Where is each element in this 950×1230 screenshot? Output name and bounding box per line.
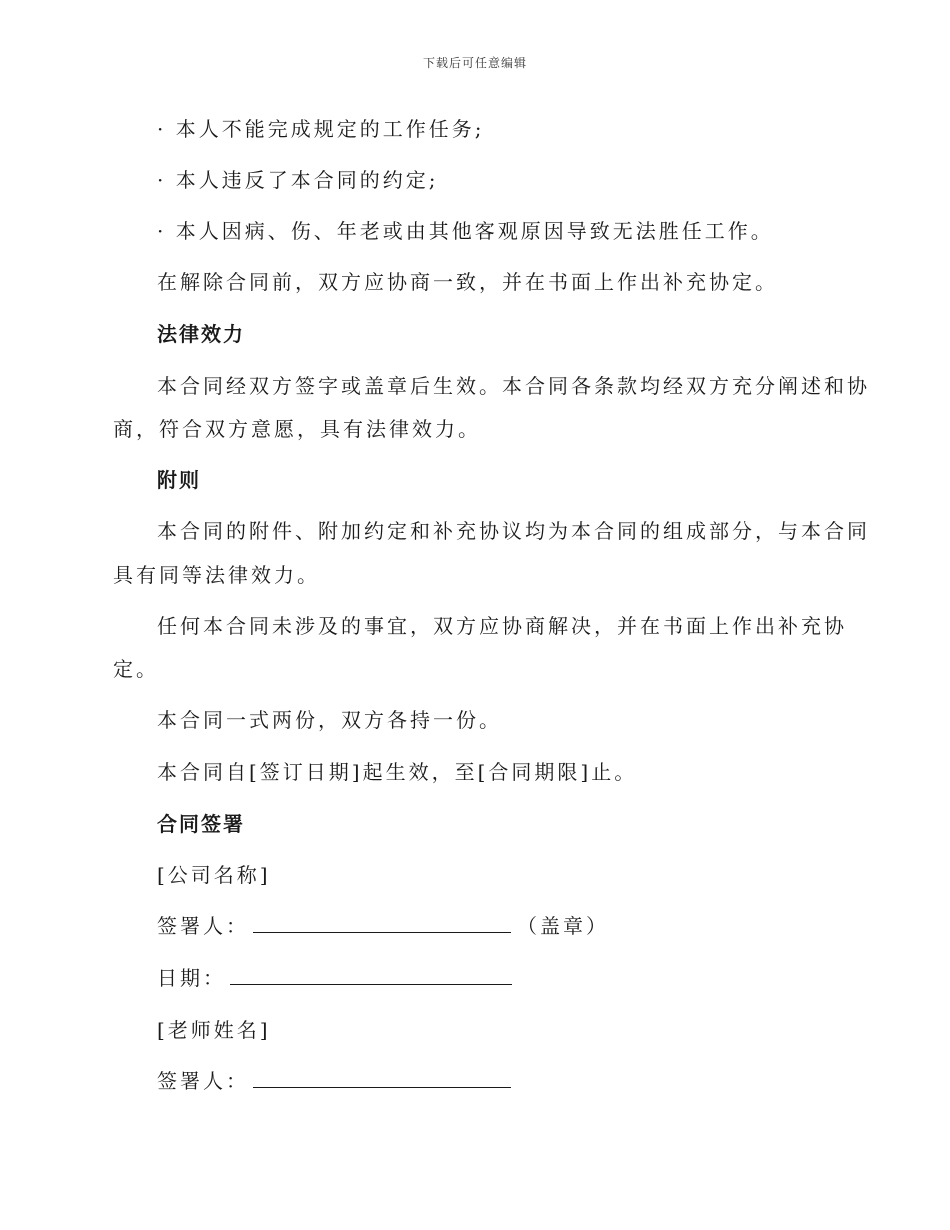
appendix-paragraph-1-line-2: 具有同等法律效力。 — [113, 563, 320, 587]
appendix-paragraph-3: 本合同一式两份，双方各持一份。 — [157, 708, 502, 732]
company-signature-line — [253, 914, 511, 933]
teacher-name-placeholder: [老师姓名] — [157, 1018, 271, 1042]
date-row — [157, 966, 518, 990]
seal-label: （盖章） — [517, 914, 609, 938]
date-line — [230, 966, 512, 985]
duty-item-3: · 本人因病、伤、年老或由其他客观原因导致无法胜任工作。 — [157, 219, 774, 243]
signer-label-2: 签署人： — [157, 1069, 249, 1093]
termination-note: 在解除合同前，双方应协商一致，并在书面上作出补充协定。 — [157, 270, 778, 294]
appendix-paragraph-2-line-1: 任何本合同未涉及的事宜，双方应协商解决，并在书面上作出补充协 — [157, 614, 847, 638]
teacher-signature-line — [253, 1069, 511, 1088]
company-signer-row — [157, 914, 609, 938]
company-name-placeholder: [公司名称] — [157, 863, 271, 887]
section-heading-signing: 合同签署 — [157, 812, 245, 836]
appendix-paragraph-2-line-2: 定。 — [113, 657, 159, 681]
appendix-paragraph-1-line-1: 本合同的附件、附加约定和补充协议均为本合同的组成部分，与本合同 — [157, 519, 870, 543]
duty-item-1: · 本人不能完成规定的工作任务; — [157, 117, 485, 141]
section-heading-legal: 法律效力 — [157, 322, 245, 346]
teacher-signer-row — [157, 1069, 517, 1093]
legal-paragraph-line-2: 商，符合双方意愿，具有法律效力。 — [113, 417, 481, 441]
signer-label: 签署人： — [157, 914, 249, 938]
appendix-paragraph-4: 本合同自[签订日期]起生效，至[合同期限]止。 — [157, 760, 638, 784]
duty-item-2: · 本人违反了本合同的约定; — [157, 168, 439, 192]
section-heading-appendix: 附则 — [157, 468, 201, 492]
legal-paragraph-line-1: 本合同经双方签字或盖章后生效。本合同各条款均经双方充分阐述和协 — [157, 374, 870, 398]
date-label: 日期： — [157, 966, 226, 990]
page-header-note: 下载后可任意编辑 — [422, 56, 527, 70]
